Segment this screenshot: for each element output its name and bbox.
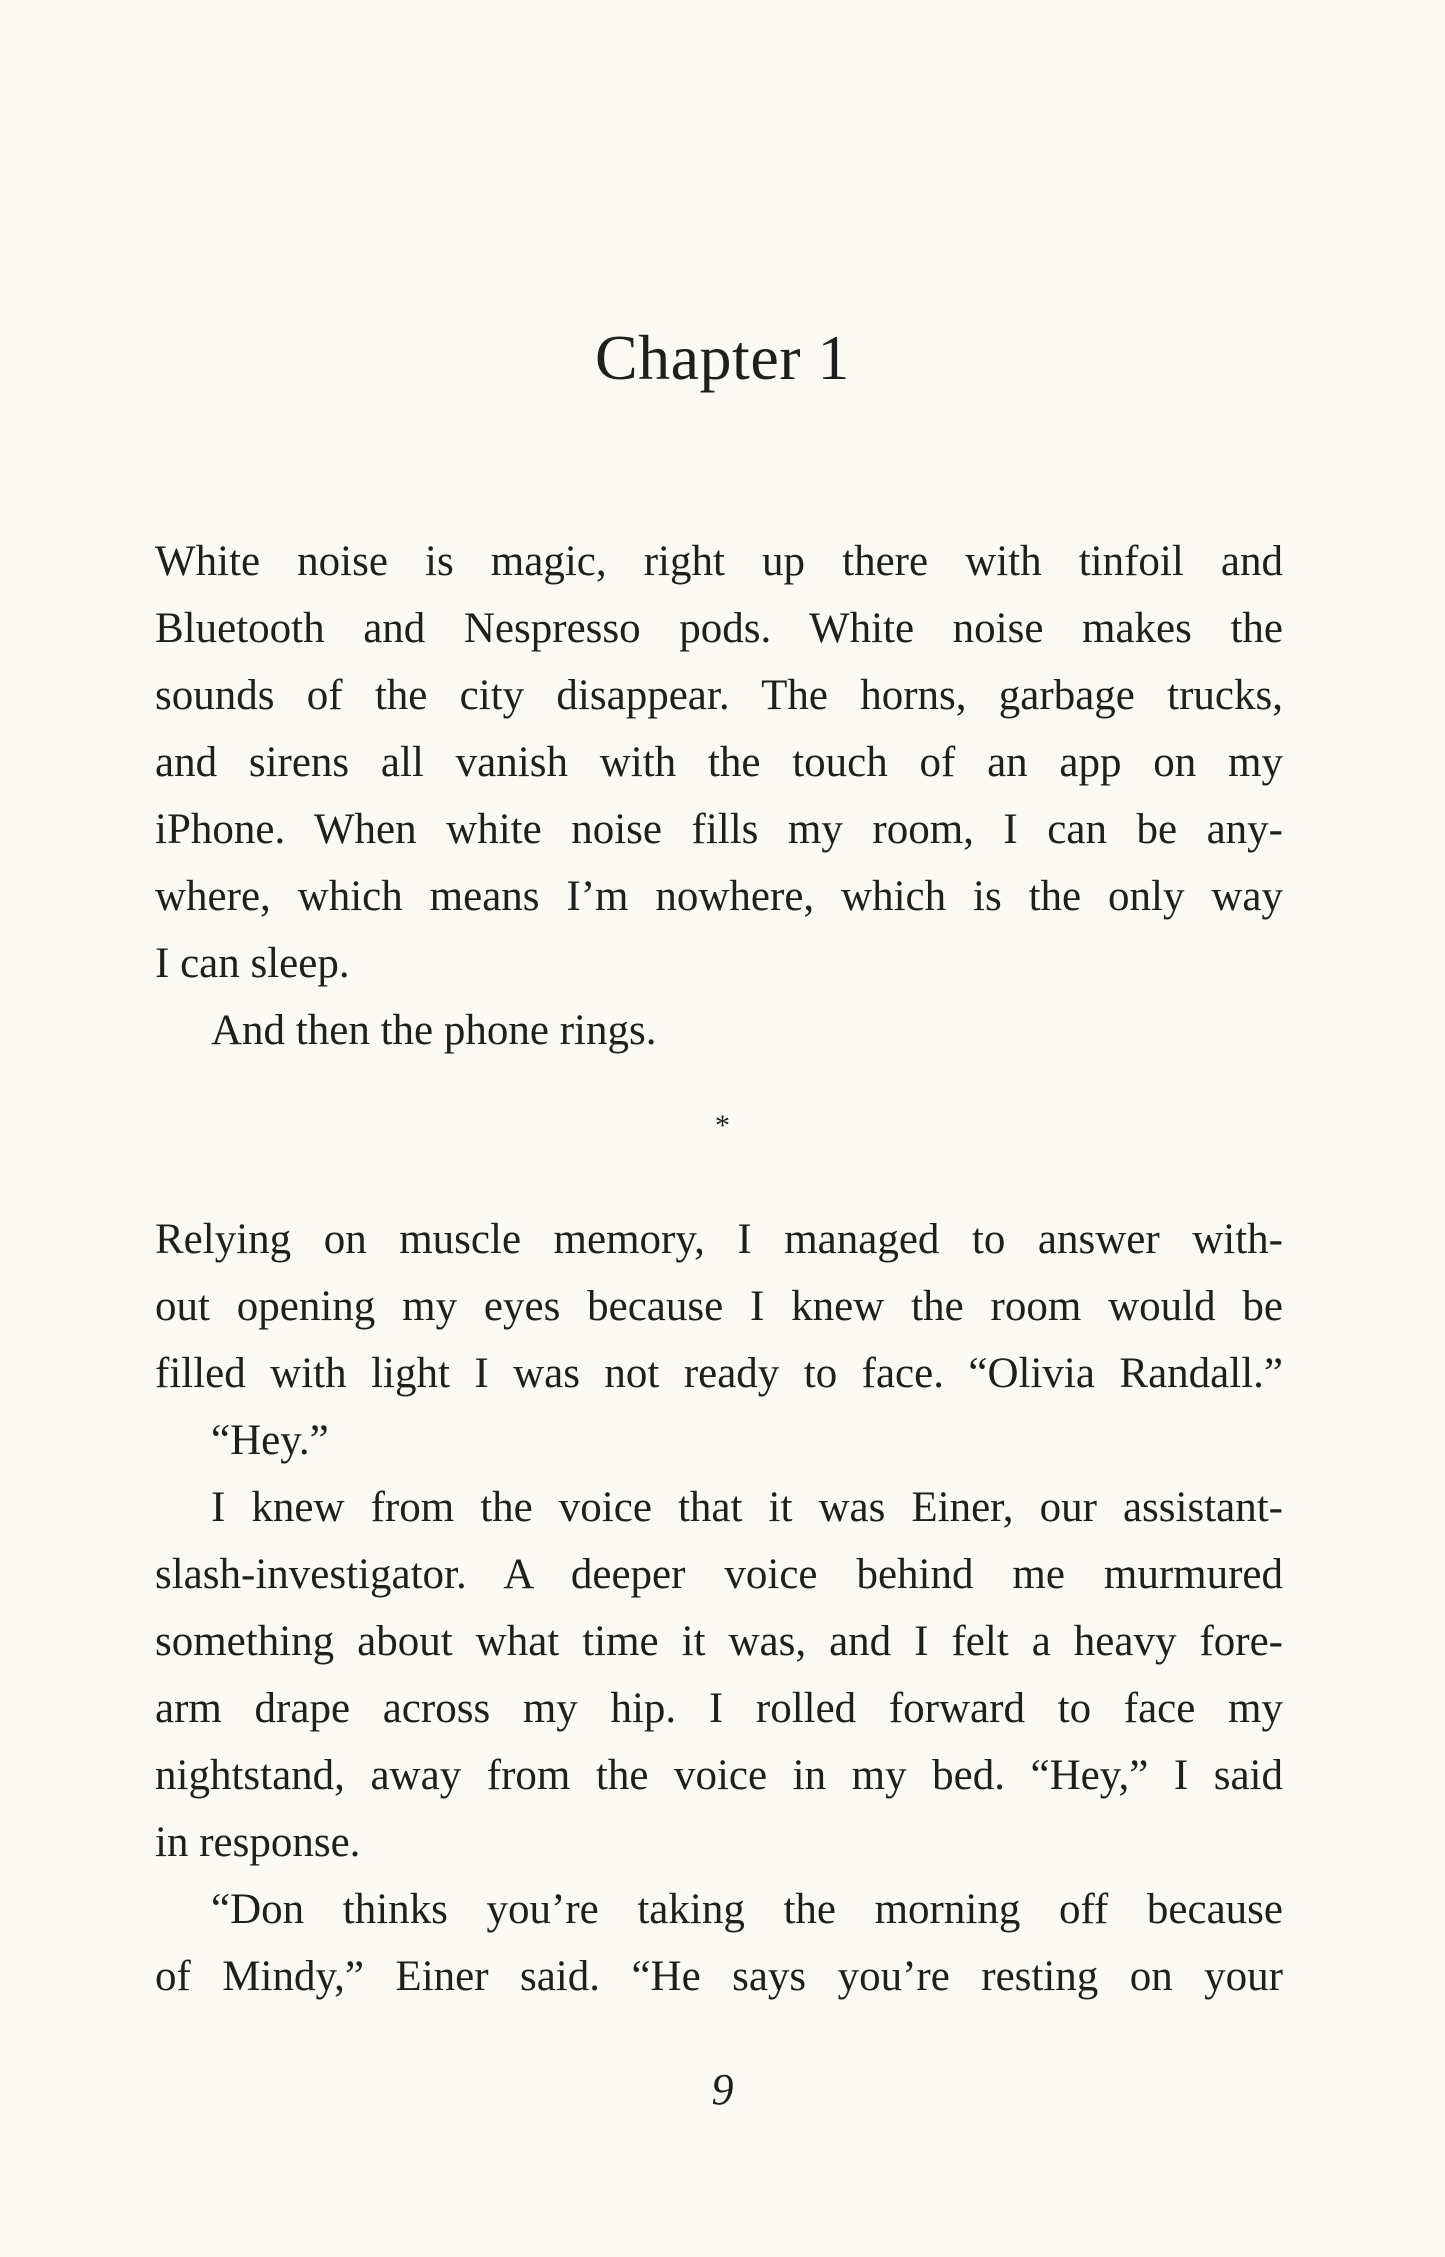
text-line: Relying on muscle memory, I managed to answer with- — [155, 1216, 1283, 1263]
text-line: iPhone. When white noise fills my room, I can be any- — [155, 806, 1283, 853]
paragraph-block-2 — [155, 1206, 1283, 2010]
text-line: something about what time it was, and I felt a heavy fore- — [155, 1618, 1283, 1665]
text-line: arm drape across my hip. I rolled forward to face my — [155, 1685, 1283, 1732]
text-line: slash-investigator. A deeper voice behind me murmured — [155, 1551, 1283, 1598]
text-line: I knew from the voice that it was Einer, our assistant- — [211, 1484, 1283, 1531]
text-line: White noise is magic, right up there with tinfoil and — [155, 538, 1283, 585]
text-line: out opening my eyes because I knew the room would be — [155, 1283, 1283, 1330]
text-line: of Mindy,” Einer said. “He says you’re resting on your — [155, 1953, 1283, 2000]
text-line: filled with light I was not ready to face. “Olivia Randall.” — [155, 1350, 1283, 1397]
text-line: and sirens all vanish with the touch of an app on my — [155, 739, 1283, 786]
chapter-title: Chapter 1 — [594, 322, 851, 393]
text-line: where, which means I’m nowhere, which is the only way — [155, 873, 1283, 920]
text-line: I can sleep. — [155, 940, 350, 987]
text-line: “Hey.” — [211, 1417, 329, 1464]
paragraph-block-1 — [155, 528, 1283, 1064]
text-line: in response. — [155, 1819, 361, 1866]
text-line: nightstand, away from the voice in my bed. “Hey,” I said — [155, 1752, 1283, 1799]
page-number: 9 — [711, 2065, 734, 2114]
section-break-asterisk: * — [715, 1109, 730, 1142]
text-line: Bluetooth and Nespresso pods. White noise makes the — [155, 605, 1283, 652]
text-line: “Don thinks you’re taking the morning off because — [211, 1886, 1283, 1933]
text-line: And then the phone rings. — [211, 1007, 657, 1054]
text-line: sounds of the city disappear. The horns, garbage trucks, — [155, 672, 1283, 719]
